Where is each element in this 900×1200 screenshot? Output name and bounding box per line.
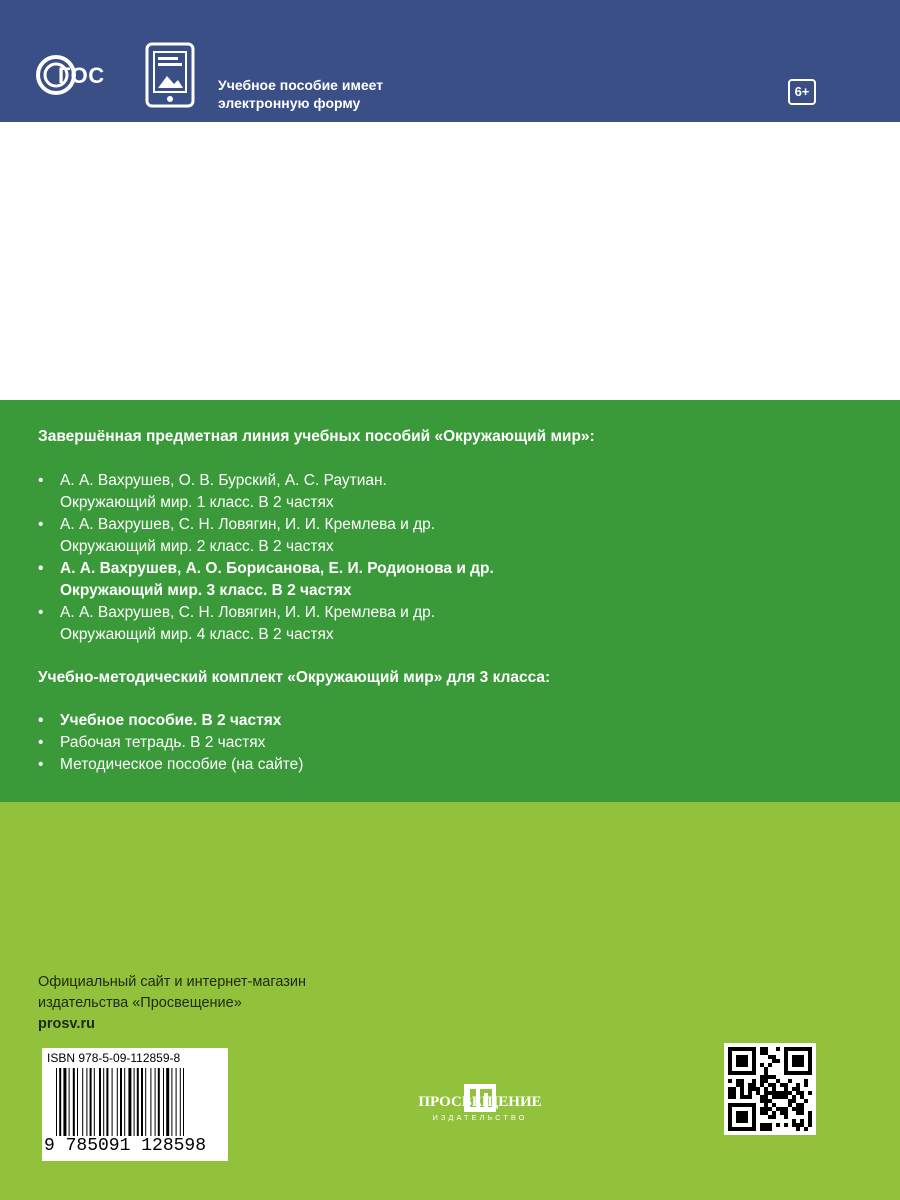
eform-line1: Учебное пособие имеет — [218, 77, 384, 93]
qr-module — [768, 1075, 772, 1079]
age-rating-badge: 6+ — [788, 79, 816, 105]
qr-module — [760, 1063, 764, 1067]
qr-module — [728, 1091, 732, 1095]
bullet-icon: • — [38, 756, 44, 773]
barcode-bar — [134, 1068, 135, 1136]
kit-item — [38, 710, 303, 732]
book-item — [38, 514, 494, 558]
qr-module — [800, 1095, 804, 1099]
book-title: Окружающий мир. 2 класс. В 2 частях — [60, 538, 334, 555]
qr-module — [772, 1087, 776, 1091]
qr-module — [808, 1119, 812, 1123]
kit-item-label: Учебное пособие. В 2 частях — [60, 712, 282, 729]
qr-module — [732, 1095, 736, 1099]
qr-module — [792, 1107, 796, 1111]
qr-module — [764, 1091, 768, 1095]
qr-module — [784, 1095, 788, 1099]
qr-module — [800, 1111, 804, 1115]
qr-module — [788, 1099, 792, 1103]
barcode-bar — [171, 1068, 172, 1136]
barcode-bar — [158, 1068, 160, 1136]
qr-module — [772, 1115, 776, 1119]
qr-module — [768, 1091, 772, 1095]
barcode-digits: 9 785091 128598 — [44, 1136, 207, 1156]
qr-module — [776, 1123, 780, 1127]
qr-module — [772, 1111, 776, 1115]
barcode-bar — [73, 1068, 75, 1136]
qr-module — [796, 1111, 800, 1115]
qr-module — [796, 1087, 800, 1091]
qr-module — [784, 1107, 788, 1111]
qr-module — [744, 1095, 748, 1099]
qr-module — [764, 1107, 768, 1111]
qr-module — [772, 1103, 776, 1107]
qr-module — [776, 1047, 780, 1051]
site-url-link[interactable]: prosv.ru — [38, 1016, 95, 1032]
fgos-label: ГОС — [58, 63, 105, 88]
bullet-icon: • — [38, 472, 44, 489]
qr-module — [748, 1095, 752, 1099]
qr-module — [764, 1099, 768, 1103]
barcode-bar — [166, 1068, 169, 1136]
qr-module — [760, 1099, 764, 1103]
kit-item-label: Рабочая тетрадь. В 2 частях — [60, 734, 266, 751]
bullet-icon: • — [38, 560, 44, 577]
barcode-bar — [124, 1068, 125, 1136]
tablet-icon — [145, 42, 195, 108]
qr-module — [764, 1087, 768, 1091]
qr-module — [736, 1055, 748, 1067]
barcode-bar — [99, 1068, 101, 1136]
barcode-bar — [77, 1068, 78, 1136]
qr-module — [780, 1083, 784, 1087]
book-item-current — [38, 558, 494, 602]
kit-list — [38, 710, 303, 776]
book-authors: А. А. Вахрушев, А. О. Борисанова, Е. И. Родионова и др. — [60, 560, 494, 577]
kit-item-label: Методическое пособие (на сайте) — [60, 756, 304, 773]
blank-area — [0, 122, 900, 400]
qr-module — [776, 1091, 780, 1095]
barcode-bar — [90, 1068, 92, 1136]
qr-module — [736, 1111, 748, 1123]
barcode-bar — [163, 1068, 164, 1136]
qr-module — [776, 1107, 780, 1111]
qr-module — [792, 1087, 796, 1091]
qr-module — [784, 1091, 788, 1095]
qr-module — [792, 1055, 804, 1067]
qr-module — [784, 1087, 788, 1091]
barcode-bar — [112, 1068, 113, 1136]
qr-module — [776, 1079, 780, 1083]
qr-module — [804, 1083, 808, 1087]
qr-module — [764, 1111, 768, 1115]
barcode-bar — [63, 1068, 66, 1136]
qr-module — [732, 1091, 736, 1095]
qr-module — [740, 1095, 744, 1099]
qr-module — [736, 1083, 740, 1087]
qr-module — [792, 1123, 796, 1127]
qr-module — [772, 1059, 776, 1063]
barcode-bar — [120, 1068, 122, 1136]
qr-module — [760, 1047, 764, 1051]
qr-module — [752, 1083, 756, 1087]
qr-module — [788, 1079, 792, 1083]
barcode-bar — [137, 1068, 139, 1136]
kit-heading: Учебно-методический комплект «Окружающий мир» для 3 класса: — [38, 669, 551, 686]
qr-module — [752, 1087, 756, 1091]
qr-module — [800, 1091, 804, 1095]
qr-module — [748, 1083, 752, 1087]
qr-module — [804, 1127, 808, 1131]
qr-module — [760, 1075, 764, 1079]
qr-module — [796, 1083, 800, 1087]
qr-module — [780, 1111, 784, 1115]
qr-module — [796, 1127, 800, 1131]
site-line1: Официальный сайт и интернет-магазин — [38, 974, 306, 990]
line-heading: Завершённая предметная линия учебных пособий «Окружающий мир»: — [38, 428, 595, 445]
qr-module — [804, 1099, 808, 1103]
barcode-bar — [176, 1068, 177, 1136]
barcode-bar — [82, 1068, 83, 1136]
book-title: Окружающий мир. 4 класс. В 2 частях — [60, 626, 334, 643]
barcode-bar — [128, 1068, 131, 1136]
qr-module — [796, 1091, 800, 1095]
qr-module — [808, 1123, 812, 1127]
kit-item — [38, 732, 303, 754]
qr-module — [796, 1123, 800, 1127]
qr-module — [768, 1127, 772, 1131]
isbn-text: ISBN 978-5-09-112859-8 — [47, 1051, 181, 1065]
qr-module — [792, 1099, 796, 1103]
book-title: Окружающий мир. 3 класс. В 2 частях — [60, 582, 352, 599]
qr-module — [788, 1091, 792, 1095]
qr-module — [780, 1091, 784, 1095]
bullet-icon: • — [38, 712, 44, 729]
publisher-subtitle: ИЗДАТЕЛЬСТВО — [432, 1113, 528, 1122]
qr-module — [760, 1111, 764, 1115]
book-list — [38, 470, 494, 646]
qr-module — [764, 1095, 768, 1099]
eform-line2: электронную форму — [218, 95, 361, 111]
qr-module — [764, 1067, 768, 1071]
qr-module — [740, 1079, 744, 1083]
qr-module — [800, 1107, 804, 1111]
qr-module — [800, 1119, 804, 1123]
qr-module — [780, 1095, 784, 1099]
barcode-bar — [145, 1068, 146, 1136]
barcode-bar — [141, 1068, 143, 1136]
isbn-barcode — [42, 1048, 228, 1161]
book-authors: А. А. Вахрушев, С. Н. Ловягин, И. И. Кремлева и др. — [60, 516, 436, 533]
book-item — [38, 602, 494, 646]
publisher-name: ПРОСВЕЩЕНИЕ — [418, 1094, 542, 1110]
qr-module — [764, 1123, 768, 1127]
qr-module — [784, 1123, 788, 1127]
qr-module — [808, 1091, 812, 1095]
qr-module — [800, 1123, 804, 1127]
qr-module — [776, 1059, 780, 1063]
kit-item — [38, 754, 303, 776]
qr-module — [792, 1095, 796, 1099]
qr-module — [768, 1099, 772, 1103]
qr-module — [800, 1103, 804, 1107]
book-item — [38, 470, 494, 514]
barcode-bar — [94, 1068, 95, 1136]
qr-module — [764, 1047, 768, 1051]
barcode-icon — [56, 1068, 220, 1136]
qr-module — [768, 1115, 772, 1119]
qr-module — [804, 1079, 808, 1083]
qr-module — [756, 1091, 760, 1095]
electronic-form-note — [218, 76, 383, 112]
barcode-bar — [183, 1068, 184, 1136]
qr-module — [728, 1079, 732, 1083]
qr-module — [792, 1119, 796, 1123]
qr-module — [768, 1083, 772, 1087]
qr-module — [748, 1087, 752, 1091]
qr-module — [808, 1115, 812, 1119]
barcode-bar — [150, 1068, 151, 1136]
qr-module — [764, 1051, 768, 1055]
qr-module — [772, 1091, 776, 1095]
barcode-bar — [86, 1068, 87, 1136]
qr-module — [760, 1095, 764, 1099]
qr-module — [784, 1111, 788, 1115]
qr-module — [796, 1103, 800, 1107]
qr-module — [760, 1107, 764, 1111]
publisher-site-info — [38, 972, 306, 1035]
site-line2: издательства «Просвещение» — [38, 995, 242, 1011]
barcode-bar — [155, 1068, 156, 1136]
qr-module — [784, 1115, 788, 1119]
qr-module — [756, 1087, 760, 1091]
qr-module — [760, 1083, 764, 1087]
bullet-icon: • — [38, 516, 44, 533]
qr-module — [764, 1079, 768, 1083]
bullet-icon: • — [38, 604, 44, 621]
qr-module — [728, 1087, 732, 1091]
qr-module — [740, 1087, 744, 1091]
qr-module — [728, 1095, 732, 1099]
qr-module — [808, 1111, 812, 1115]
qr-module — [764, 1103, 768, 1107]
qr-module — [760, 1051, 764, 1055]
barcode-bar — [106, 1068, 108, 1136]
top-band — [0, 0, 900, 122]
barcode-bar — [103, 1068, 104, 1136]
barcode-bar — [117, 1068, 118, 1136]
barcode-bar — [180, 1068, 181, 1136]
barcode-bar — [59, 1068, 61, 1136]
qr-module — [740, 1083, 744, 1087]
qr-module — [780, 1107, 784, 1111]
qr-module — [772, 1075, 776, 1079]
qr-module — [764, 1127, 768, 1131]
book-title: Окружающий мир. 1 класс. В 2 частях — [60, 494, 334, 511]
qr-code-icon — [728, 1047, 812, 1131]
qr-module — [760, 1123, 764, 1127]
qr-module — [768, 1107, 772, 1111]
qr-module — [768, 1063, 772, 1067]
qr-module — [764, 1075, 768, 1079]
qr-module — [748, 1091, 752, 1095]
qr-module — [736, 1079, 740, 1083]
qr-module — [768, 1055, 772, 1059]
qr-module — [752, 1079, 756, 1083]
qr-module — [732, 1087, 736, 1091]
qr-module — [772, 1083, 776, 1087]
qr-module — [772, 1095, 776, 1099]
barcode-bar — [69, 1068, 70, 1136]
qr-module — [764, 1071, 768, 1075]
qr-module — [760, 1079, 764, 1083]
qr-module — [768, 1123, 772, 1127]
qr-module — [772, 1055, 776, 1059]
qr-module — [796, 1107, 800, 1111]
qr-module — [760, 1127, 764, 1131]
qr-module — [788, 1103, 792, 1107]
qr-module — [784, 1083, 788, 1087]
book-authors: А. А. Вахрушев, С. Н. Ловягин, И. И. Кремлева и др. — [60, 604, 436, 621]
bullet-icon: • — [38, 734, 44, 751]
barcode-bar — [56, 1068, 57, 1136]
qr-module — [776, 1095, 780, 1099]
qr-module — [740, 1091, 744, 1095]
qr-code[interactable] — [724, 1043, 816, 1135]
book-authors: А. А. Вахрушев, О. В. Бурский, А. С. Раутиан. — [60, 472, 387, 489]
